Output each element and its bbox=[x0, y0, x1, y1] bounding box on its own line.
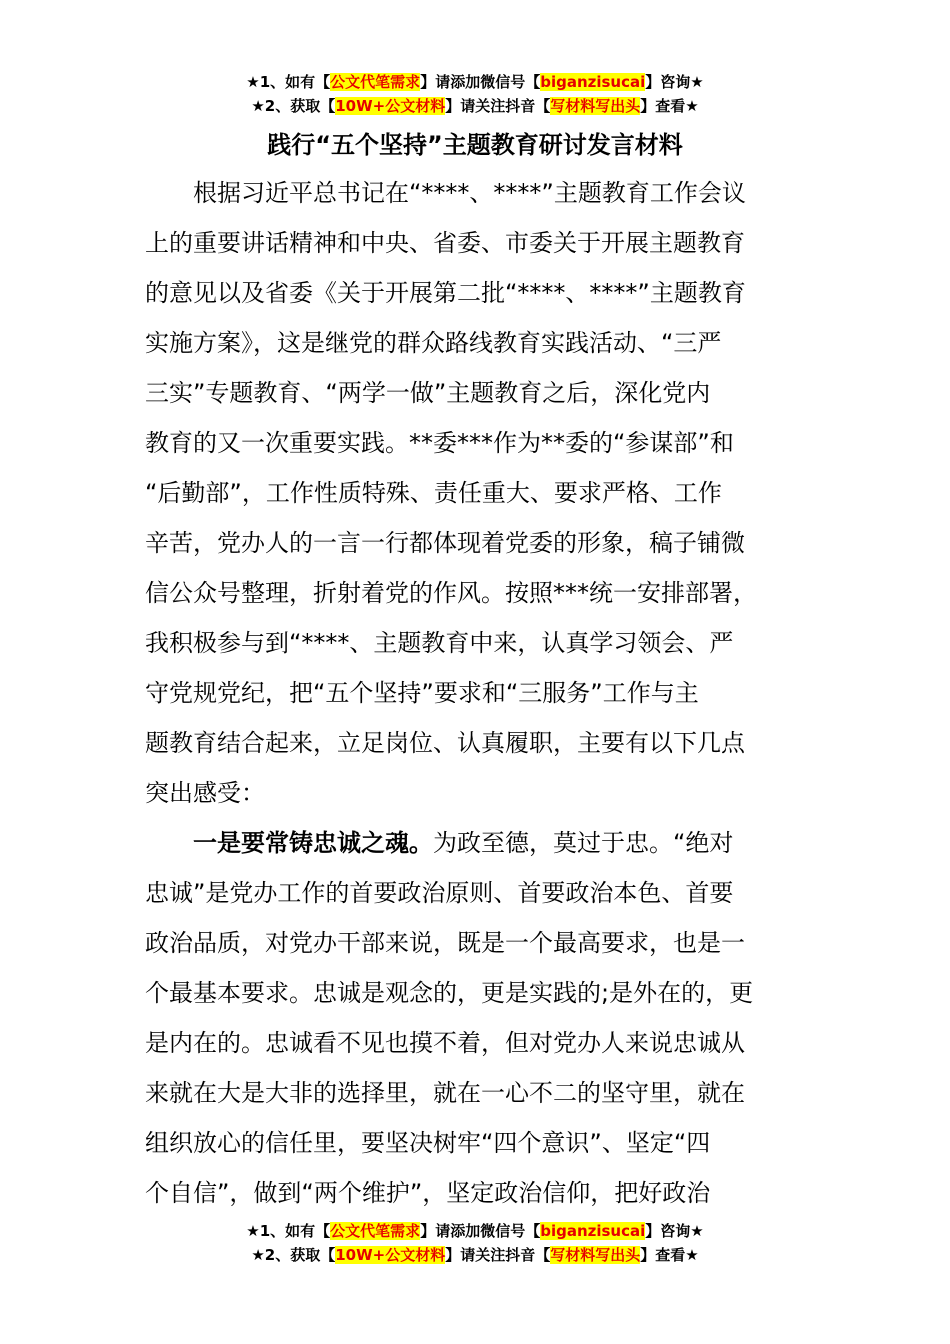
body-line: 来就在大是大非的选择里，就在一心不二的坚守里，就在 bbox=[145, 1079, 745, 1107]
header-line-1-middle: 】请添加微信号【 bbox=[420, 73, 541, 91]
body-line: 忠诚”是党办工作的首要政治原则、首要政治本色、首要 bbox=[145, 879, 734, 907]
body-line: 三实”专题教育、“两学一做”主题教育之后，深化党内 bbox=[145, 379, 711, 407]
footer-line-1-middle: 】请添加微信号【 bbox=[420, 1222, 541, 1240]
footer-line-2-middle: 】请关注抖音【 bbox=[445, 1246, 551, 1264]
header-line-1 bbox=[0, 70, 950, 94]
body-line: 我积极参与到“****、主题教育中来，认真学习领会、严 bbox=[145, 629, 734, 657]
header-highlight-wechat: biganzisucai bbox=[540, 73, 646, 91]
body-line: “后勤部”，工作性质特殊、责任重大、要求严格、工作 bbox=[145, 479, 722, 507]
body-line: 是内在的。忠诚看不见也摸不着，但对党办人来说忠诚从 bbox=[145, 1029, 745, 1057]
footer-line-2-suffix: 】查看★ bbox=[640, 1246, 699, 1264]
header-banner bbox=[0, 70, 950, 118]
paragraph-2-heading: 一是要常铸忠诚之魂。 bbox=[145, 829, 433, 857]
body-line: 辛苦，党办人的一言一行都体现着党委的形象，稿子铺微 bbox=[145, 529, 745, 557]
body-line: 实施方案》，这是继党的群众路线教育实践活动、“三严 bbox=[145, 329, 722, 357]
body-line: 题教育结合起来，立足岗位、认真履职，主要有以下几点 bbox=[145, 729, 745, 757]
footer-line-1-suffix: 】咨询★ bbox=[645, 1222, 704, 1240]
body-line: 个自信”，做到“两个维护”，坚定政治信仰，把好政治 bbox=[145, 1179, 711, 1207]
body-line: 个最基本要求。忠诚是观念的，更是实践的;是外在的，更 bbox=[145, 979, 754, 1007]
paragraph-2-first-line bbox=[145, 826, 810, 860]
header-line-1-suffix: 】咨询★ bbox=[645, 73, 704, 91]
footer-line-1-prefix: ★1、如有【 bbox=[246, 1222, 331, 1240]
body-line: 信公众号整理，折射着党的作风。按照***统一安排部署， bbox=[145, 579, 757, 607]
footer-banner bbox=[0, 1219, 950, 1267]
body-line: 组织放心的信任里，要坚决树牢“四个意识”、坚定“四 bbox=[145, 1129, 711, 1157]
footer-line-2 bbox=[0, 1243, 950, 1267]
paragraph-2-first-rest: 为政至德，莫过于忠。“绝对 bbox=[433, 829, 734, 857]
footer-highlight-service: 公文代笔需求 bbox=[330, 1222, 421, 1240]
body-line: 根据习近平总书记在“****、****”主题教育工作会议 bbox=[145, 179, 746, 207]
header-line-2 bbox=[0, 94, 950, 118]
footer-highlight-wechat: biganzisucai bbox=[540, 1222, 646, 1240]
body-line: 守党规党纪，把“五个坚持”要求和“三服务”工作与主 bbox=[145, 679, 699, 707]
header-highlight-service: 公文代笔需求 bbox=[330, 73, 421, 91]
body-line: 上的重要讲话精神和中央、省委、市委关于开展主题教育 bbox=[145, 229, 745, 257]
body-line: 教育的又一次重要实践。**委***作为**委的“参谋部”和 bbox=[145, 429, 734, 457]
body-line: 突出感受： bbox=[145, 779, 265, 807]
header-highlight-materials: 10W+公文材料 bbox=[335, 97, 446, 115]
document-title: 践行“五个坚持”主题教育研讨发言材料 bbox=[267, 131, 683, 159]
header-highlight-douyin: 写材料写出头 bbox=[550, 97, 641, 115]
header-line-2-prefix: ★2、获取【 bbox=[251, 97, 336, 115]
footer-line-1 bbox=[0, 1219, 950, 1243]
footer-line-2-prefix: ★2、获取【 bbox=[251, 1246, 336, 1264]
body-line: 政治品质，对党办干部来说，既是一个最高要求，也是一 bbox=[145, 929, 745, 957]
header-line-1-prefix: ★1、如有【 bbox=[246, 73, 331, 91]
footer-highlight-materials: 10W+公文材料 bbox=[335, 1246, 446, 1264]
body-line: 的意见以及省委《关于开展第二批“****、****”主题教育 bbox=[145, 279, 746, 307]
header-line-2-middle: 】请关注抖音【 bbox=[445, 97, 551, 115]
header-line-2-suffix: 】查看★ bbox=[640, 97, 699, 115]
footer-highlight-douyin: 写材料写出头 bbox=[550, 1246, 641, 1264]
